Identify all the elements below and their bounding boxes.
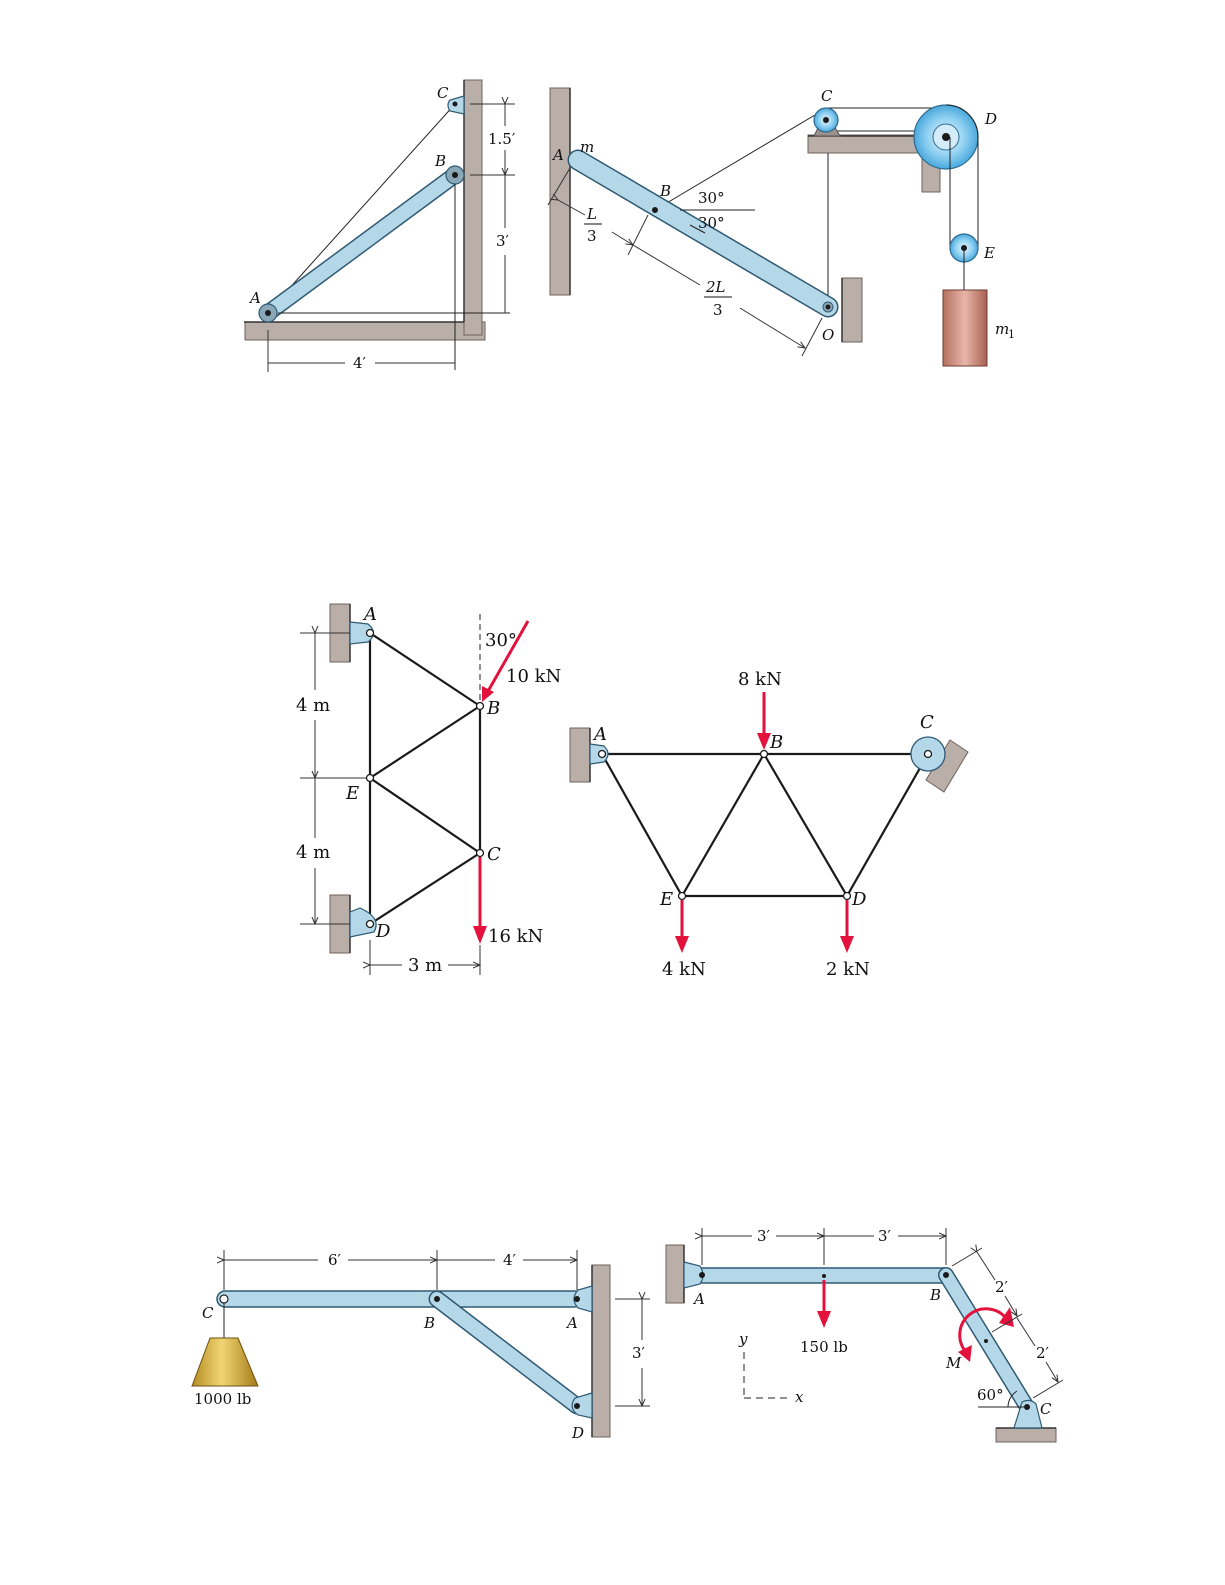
dim-s1: 2′: [995, 1278, 1008, 1296]
joint-a: [599, 751, 606, 758]
wall-a: [666, 1245, 684, 1303]
angle-60: 60°: [977, 1386, 1004, 1404]
joint-d: [844, 893, 851, 900]
force-4kn-arrow: [675, 936, 689, 953]
joint-d: [367, 921, 374, 928]
axis-x: x: [795, 1388, 804, 1406]
wall-a: [570, 728, 590, 782]
joint-b: [761, 751, 768, 758]
floor-support: [245, 322, 485, 340]
dim-right: 4′: [503, 1251, 516, 1269]
boom-ab: [268, 175, 455, 313]
joint-c: [477, 850, 484, 857]
wall: [592, 1265, 610, 1437]
force-10kn: 10 kN: [506, 666, 562, 687]
load-label: 150 lb: [800, 1338, 848, 1356]
label-c: C: [487, 844, 501, 865]
label-e: E: [660, 889, 674, 910]
label-b: B: [930, 1286, 942, 1304]
weight-block: [192, 1338, 258, 1386]
label-e: E: [346, 783, 360, 804]
joint-e: [679, 893, 686, 900]
label-c: C: [821, 87, 833, 105]
left-wall: [550, 88, 570, 295]
label-a: A: [250, 289, 261, 307]
diagram-horizontal-truss: [570, 669, 968, 980]
weight-label: 1000 lb: [194, 1390, 252, 1408]
diagram-bar-pulley: [548, 87, 1015, 366]
diagram-vertical-truss: [296, 604, 561, 976]
force-8kn-arrow: [757, 733, 771, 750]
dim-width: 3 m: [408, 955, 443, 976]
dim-width: 4′: [353, 354, 366, 372]
joint-a: [367, 630, 374, 637]
dim-lower: 4 m: [296, 842, 331, 863]
cable-ac: [268, 104, 455, 312]
label-c: C: [1040, 1400, 1052, 1418]
label-d: D: [572, 1424, 585, 1442]
diagram-crane: [192, 1250, 650, 1442]
force-2kn: 2 kN: [826, 959, 870, 980]
force-8kn: 8 kN: [738, 669, 782, 690]
label-b: B: [770, 732, 784, 753]
label-m: m: [580, 138, 595, 156]
label-a: A: [594, 724, 607, 745]
label-m1: m: [995, 320, 1010, 338]
right-wall-o: [842, 278, 862, 342]
dim-lower: 3′: [496, 232, 509, 250]
label-o: O: [822, 326, 835, 344]
angle-upper: 30°: [698, 189, 725, 207]
angle-30: 30°: [485, 630, 517, 651]
wall-support: [464, 80, 482, 335]
angle-lower: 30°: [698, 214, 725, 232]
moment-arrow: [999, 1307, 1014, 1327]
label-a: A: [553, 146, 564, 164]
dim-upper: 1.5′: [488, 130, 516, 148]
dim-l-den: 3: [587, 227, 597, 245]
ground-c: [996, 1428, 1056, 1442]
pin-o: [826, 305, 831, 310]
dim-height: 3′: [632, 1344, 645, 1362]
dim-upper: 4 m: [296, 695, 331, 716]
label-b: B: [424, 1314, 436, 1332]
label-m: M: [946, 1354, 962, 1372]
strut-bd: [437, 1299, 577, 1406]
diagram-bent-frame: [666, 1227, 1063, 1442]
label-c: C: [437, 84, 449, 102]
label-b: B: [487, 698, 501, 719]
label-b: B: [435, 152, 447, 170]
label-m1-sub: 1: [1008, 328, 1015, 341]
label-d: D: [985, 110, 998, 128]
diagram-boom-cable: [244, 80, 516, 372]
load-arrow: [817, 1311, 831, 1328]
label-d: D: [376, 921, 391, 942]
label-a: A: [364, 604, 377, 625]
label-c: C: [202, 1304, 214, 1322]
force-2kn-arrow: [840, 936, 854, 953]
force-16kn: 16 kN: [488, 926, 544, 947]
force-4kn: 4 kN: [662, 959, 706, 980]
dim-h1: 3′: [757, 1227, 770, 1245]
dim-2l-den: 3: [713, 301, 723, 319]
label-b: B: [660, 182, 672, 200]
dim-s2: 2′: [1036, 1344, 1049, 1362]
dim-left: 6′: [328, 1251, 341, 1269]
label-a: A: [567, 1314, 578, 1332]
dim-2l-num: 2L: [706, 278, 726, 296]
label-e: E: [984, 244, 995, 262]
dim-l-num: L: [587, 205, 597, 223]
label-c: C: [920, 712, 934, 733]
mass-m1: [943, 290, 987, 366]
joint-c: [925, 751, 932, 758]
joint-e: [367, 775, 374, 782]
force-16kn-arrow: [473, 926, 487, 944]
axis-y: y: [739, 1330, 748, 1348]
label-d: D: [852, 889, 867, 910]
beam-ca: [217, 1291, 582, 1307]
label-a: A: [694, 1290, 705, 1308]
dim-h2: 3′: [878, 1227, 891, 1245]
joint-b: [477, 703, 484, 710]
